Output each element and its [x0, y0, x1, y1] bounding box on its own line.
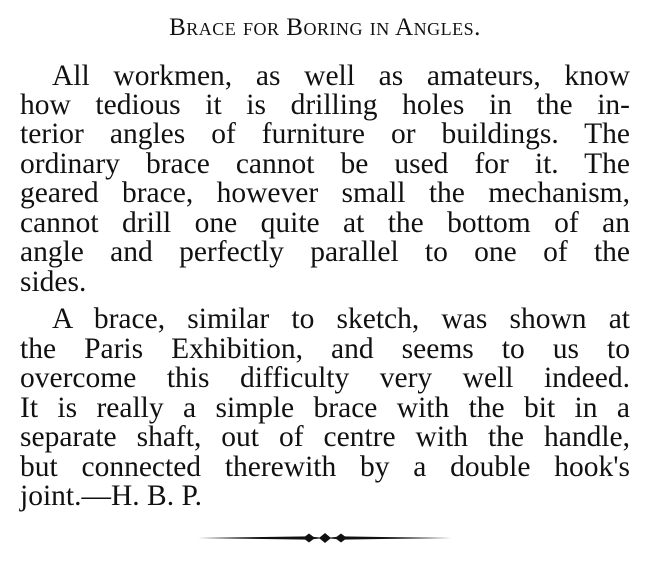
- text-line: ordinary brace cannot be used for it. The: [20, 148, 630, 180]
- text-line: It is really a simple brace with the bit in a: [20, 392, 630, 424]
- text-line: sides.: [20, 266, 87, 298]
- text-line: A brace, similar to sketch, was shown at: [52, 303, 630, 335]
- section-divider-ornament-icon: [198, 528, 452, 548]
- text-line: geared brace, however small the mechanism,: [20, 177, 630, 209]
- text-line: how tedious it is drilling holes in the in-: [20, 89, 630, 121]
- text-line: cannot drill one quite at the bottom of an: [20, 207, 630, 239]
- text-line: joint.—H. B. P.: [20, 480, 202, 512]
- text-line: separate shaft, out of centre with the handle,: [20, 421, 630, 453]
- text-line: All workmen, as well as amateurs, know: [52, 60, 630, 92]
- text-line: angle and perfectly parallel to one of the: [20, 236, 630, 268]
- article-title: Brace for Boring in Angles.: [169, 14, 481, 41]
- text-line: the Paris Exhibition, and seems to us to: [20, 333, 630, 365]
- text-line: terior angles of furniture or buildings. The: [20, 118, 630, 150]
- text-line: but connected therewith by a double hook's: [20, 451, 630, 483]
- text-line: overcome this difficulty very well indeed.: [20, 362, 630, 394]
